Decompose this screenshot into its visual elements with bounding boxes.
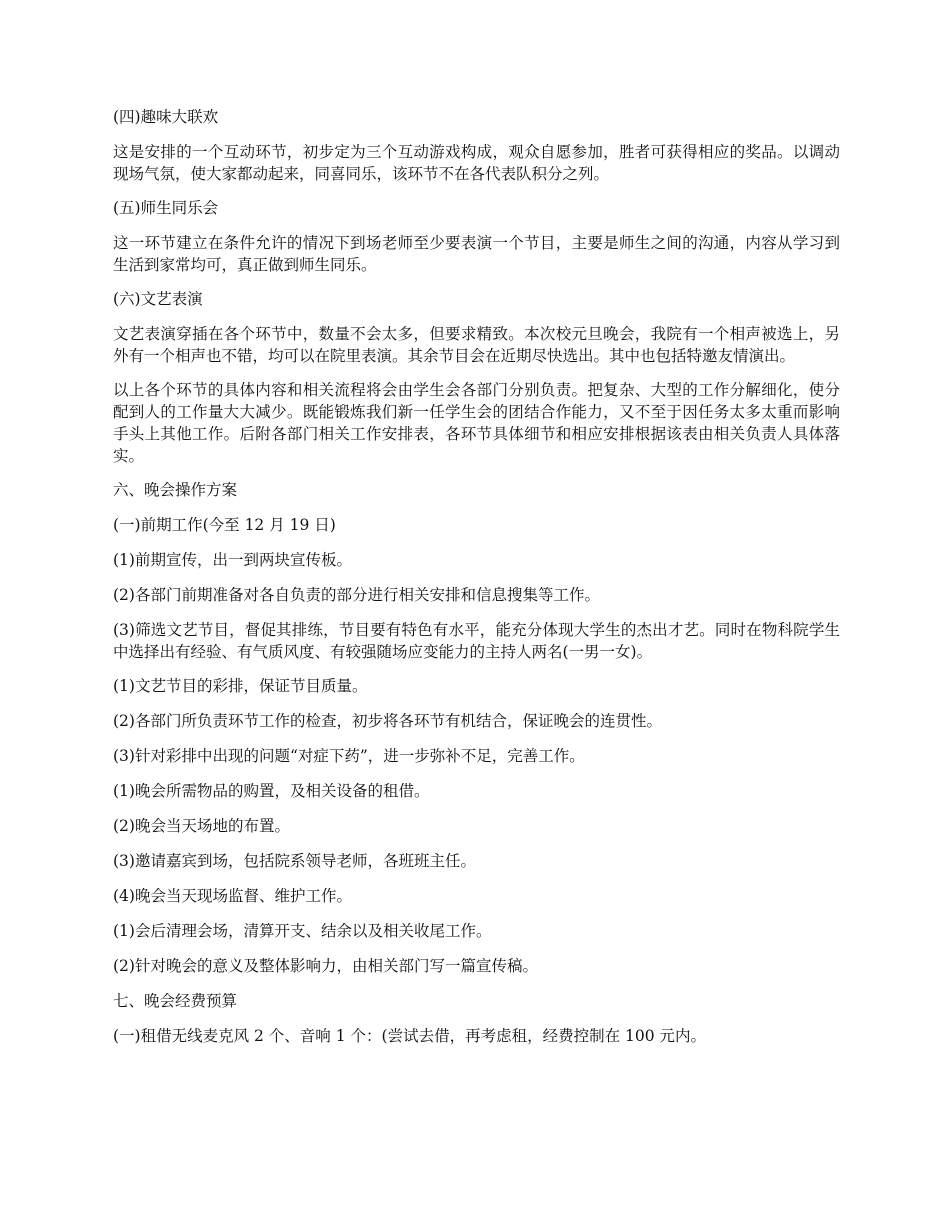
section-heading-performance: (六)文艺表演 bbox=[113, 290, 203, 308]
list-item: (1)会后清理会场，清算开支、结余以及相关收尾工作。 bbox=[113, 922, 492, 940]
paragraph-summary: 以上各个环节的具体内容和相关流程将会由学生会各部门分别负责。把复杂、大型的工作分解细化，使分配到人的工作量大大减少。既能锻炼我们新一任学生会的团结合作能力，又不至于因任务太多太重而影响手头上其他工作。后附各部门相关工作安排表，各环节具体细节和相应安排根据该表由相关负责人具体落实。 bbox=[113, 381, 840, 465]
list-item: (1)晚会所需物品的购置，及相关设备的租借。 bbox=[113, 782, 430, 800]
list-item: (2)晚会当天场地的布置。 bbox=[113, 817, 290, 835]
section-heading-fun-party: (四)趣味大联欢 bbox=[113, 108, 219, 126]
list-item: (2)各部门前期准备对各自负责的部分进行相关安排和信息搜集等工作。 bbox=[113, 586, 600, 604]
list-item: (2)针对晚会的意义及整体影响力，由相关部门写一篇宣传稿。 bbox=[113, 957, 538, 975]
subsection-heading-early-work: (一)前期工作(今至 12 月 19 日) bbox=[113, 516, 336, 534]
section-heading-operation-plan: 六、晚会操作方案 bbox=[113, 481, 238, 499]
paragraph-performance: 文艺表演穿插在各个环节中，数量不会太多，但要求精致。本次校元旦晚会，我院有一个相声被选上，另外有一个相声也不错，均可以在院里表演。其余节目会在近期尽快选出。其中也包括特邀友情演出。 bbox=[113, 325, 840, 365]
section-heading-teacher-student: (五)师生同乐会 bbox=[113, 199, 219, 217]
list-item: (1)前期宣传，出一到两块宣传板。 bbox=[113, 551, 352, 569]
section-heading-budget: 七、晚会经费预算 bbox=[113, 992, 238, 1010]
list-item: (4)晚会当天现场监督、维护工作。 bbox=[113, 887, 352, 905]
list-item: (1)文艺节目的彩排，保证节目质量。 bbox=[113, 677, 368, 695]
paragraph-fun-party: 这是安排的一个互动环节，初步定为三个互动游戏构成，观众自愿参加，胜者可获得相应的奖品。以调动现场气氛，使大家都动起来，同喜同乐，该环节不在各代表队积分之列。 bbox=[113, 143, 840, 183]
list-item: (3)邀请嘉宾到场，包括院系领导老师，各班班主任。 bbox=[113, 852, 476, 870]
list-item: (2)各部门所负责环节工作的检查，初步将各环节有机结合，保证晚会的连贯性。 bbox=[113, 712, 662, 730]
list-item: (3)针对彩排中出现的问题“对症下药”，进一步弥补不足，完善工作。 bbox=[113, 747, 585, 765]
paragraph-teacher-student: 这一环节建立在条件允许的情况下到场老师至少要表演一个节目，主要是师生之间的沟通，内容从学习到生活到家常均可，真正做到师生同乐。 bbox=[113, 234, 840, 274]
list-item: (3)筛选文艺节目，督促其排练，节目要有特色有水平，能充分体现大学生的杰出才艺。同时在物科院学生中选择出有经验、有气质风度、有较强随场应变能力的主持人两名(一男一女)。 bbox=[113, 621, 840, 661]
document-page bbox=[113, 106, 840, 1060]
budget-item: (一)租借无线麦克风 2 个、音响 1 个：(尝试去借，再考虑租，经费控制在 100 元内。 bbox=[113, 1027, 707, 1045]
